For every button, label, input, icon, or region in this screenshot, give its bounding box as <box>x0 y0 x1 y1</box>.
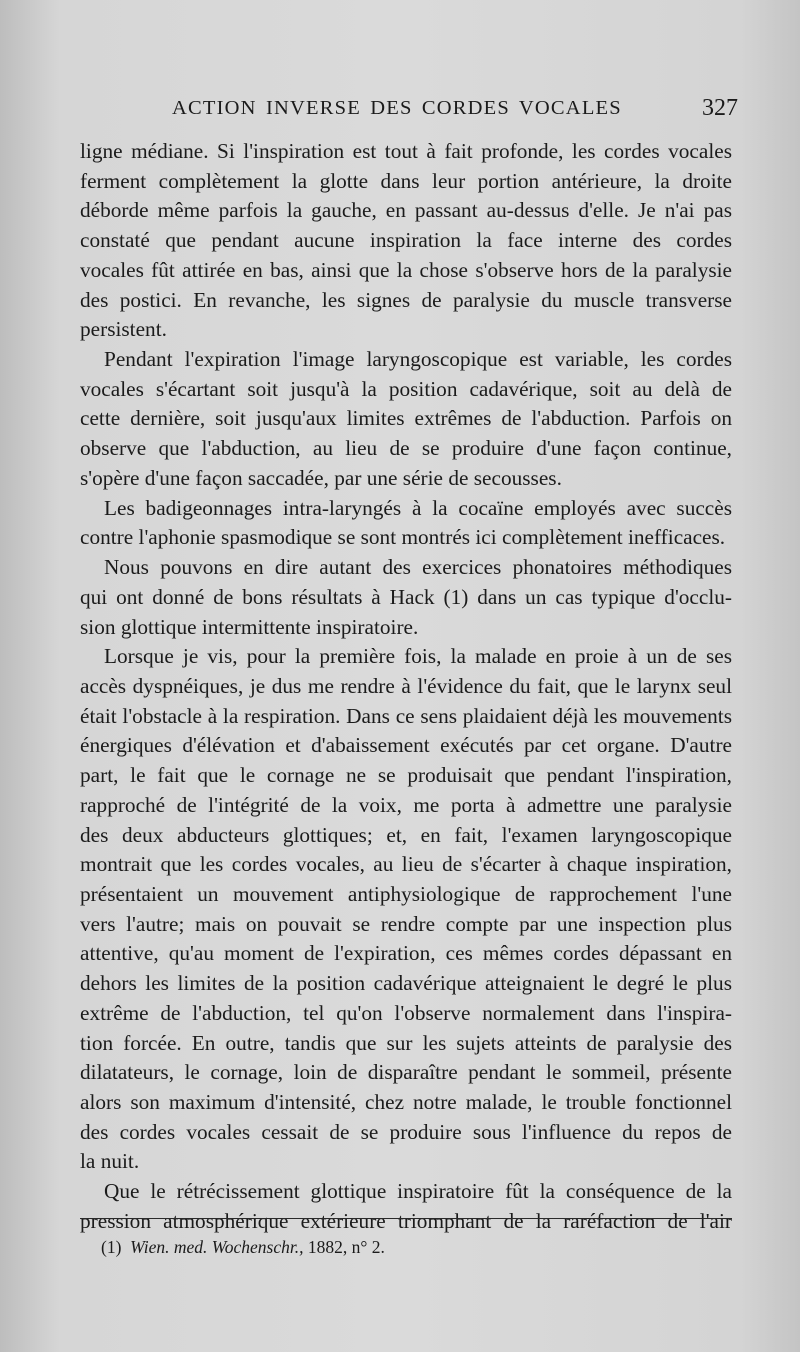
page-header <box>172 97 738 127</box>
text-line: Nous pouvons en dire autant des exercices phonatoires méthodiques <box>104 555 732 580</box>
footnote-divider <box>80 1218 732 1219</box>
footnote-details: 1882, n° 2. <box>307 1237 385 1257</box>
text-line: Pendant l'expiration l'image laryngoscopique est variable, les cordes <box>104 347 732 372</box>
paragraph <box>80 642 732 1177</box>
footnote <box>101 1237 385 1258</box>
text-line: vers l'autre; mais on pouvait se rendre compte par une inspection plus <box>80 911 732 936</box>
text-line: ligne médiane. Si l'inspiration est tout à fait profonde, les cordes vocales <box>80 139 732 163</box>
text-line: déborde même parfois la gauche, en passant au-dessus d'elle. Je n'ai pas <box>80 198 732 223</box>
text-line: contre l'aphonie spasmodique se sont montrés ici complètement inefficaces. <box>80 525 726 550</box>
text-line: sion glottique intermittente inspiratoire. <box>80 614 419 639</box>
text-line: était l'obstacle à la respiration. Dans ce sens plaidaient déjà les mouvements <box>80 703 732 728</box>
text-line: qui ont donné de bons résultats à Hack (1) dans un cas typique d'occlu- <box>80 584 732 609</box>
text-line: extrême de l'abduction, tel qu'on l'observe normalement dans l'inspira- <box>80 1000 732 1025</box>
text-line: dehors les limites de la position cadavérique atteignaient le degré le plus <box>80 971 732 996</box>
text-line: dilatateurs, le cornage, loin de disparaître pendant le sommeil, présente <box>80 1060 732 1085</box>
text-line: ferment complètement la glotte dans leur portion antérieure, la droite <box>80 168 732 193</box>
text-line: vocales s'écartant soit jusqu'à la position cadavérique, soit au delà de <box>80 376 732 401</box>
text-line: constaté que pendant aucune inspiration la face interne des cordes <box>80 228 732 253</box>
text-line: observe que l'abduction, au lieu de se produire d'une façon continue, <box>80 436 732 461</box>
text-line: montrait que les cordes vocales, au lieu de s'écarter à chaque inspiration, <box>80 852 732 877</box>
body-text <box>80 137 732 1237</box>
paragraph <box>80 345 732 494</box>
text-line: vocales fût attirée en bas, ainsi que la chose s'observe hors de la paralysie <box>80 257 732 282</box>
text-line: rapproché de l'intégrité de la voix, me porta à admettre une paralysie <box>80 792 732 817</box>
text-line: alors son maximum d'intensité, chez notre malade, le trouble fonctionnel <box>80 1090 732 1114</box>
text-line: la nuit. <box>80 1149 140 1174</box>
text-line: part, le fait que le cornage ne se produisait que pendant l'inspiration, <box>80 763 732 788</box>
paragraph <box>80 1177 732 1236</box>
text-line: Lorsque je vis, pour la première fois, la malade en proie à un de ses <box>104 644 732 669</box>
footnote-mark: (1) <box>101 1237 122 1257</box>
page-number: 327 <box>702 95 738 121</box>
text-line: accès dyspnéiques, je dus me rendre à l'évidence du fait, que le larynx seul <box>80 673 732 698</box>
paragraph <box>80 553 732 642</box>
footnote-journal: Wien. med. Wochenschr., <box>130 1237 304 1257</box>
running-title: ACTION INVERSE DES CORDES VOCALES <box>172 97 622 119</box>
text-line: Les badigeonnages intra-laryngés à la cocaïne employés avec succès <box>104 495 732 520</box>
text-line: cette dernière, soit jusqu'aux limites extrêmes de l'abduction. Parfois on <box>80 406 732 431</box>
text-line: des postici. En revanche, les signes de paralysie du muscle transverse <box>80 287 732 312</box>
paragraph <box>80 494 732 553</box>
text-line: s'opère d'une façon saccadée, par une série de secousses. <box>80 465 562 490</box>
text-line: tion forcée. En outre, tandis que sur les sujets atteints de paralysie des <box>80 1030 732 1055</box>
text-line: persistent. <box>80 317 167 342</box>
paragraph <box>80 137 732 345</box>
text-line: des deux abducteurs glottiques; et, en fait, l'examen laryngoscopique <box>80 822 732 847</box>
text-line: présentaient un mouvement antiphysiologique de rapprochement l'une <box>80 881 732 906</box>
text-line: Que le rétrécissement glottique inspiratoire fût la conséquence de la <box>104 1179 732 1204</box>
text-line: pression atmosphérique extérieure triomphant de la raréfaction de l'air <box>80 1208 732 1233</box>
text-line: énergiques d'élévation et d'abaissement exécutés par cet organe. D'autre <box>80 733 732 758</box>
text-line: attentive, qu'au moment de l'expiration, ces mêmes cordes dépassant en <box>80 941 732 966</box>
text-line: des cordes vocales cessait de se produire sous l'influence du repos de <box>80 1119 732 1144</box>
